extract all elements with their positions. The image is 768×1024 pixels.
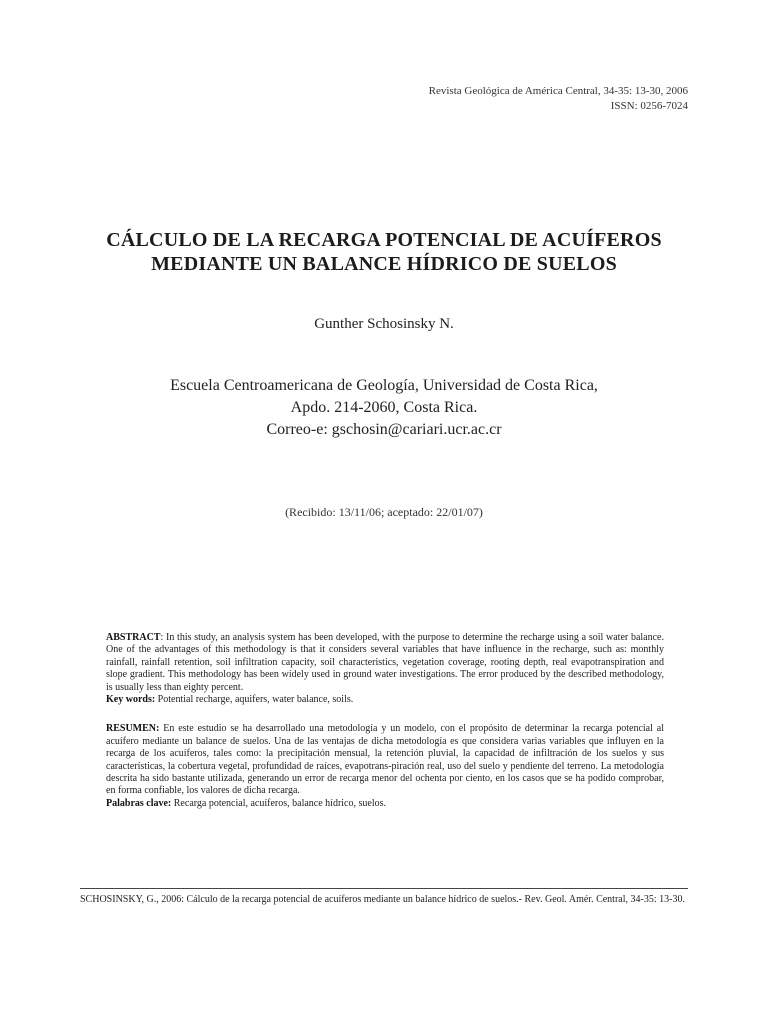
affiliation-institution: Escuela Centroamericana de Geología, Universidad de Costa Rica, — [170, 377, 598, 394]
footnote-divider — [80, 888, 688, 889]
author-name: Gunther Schosinsky N. — [314, 316, 454, 332]
abstract-section — [106, 632, 664, 810]
citation-footnote: SCHOSINSKY, G., 2006: Cálculo de la recarga potencial de acuíferos mediante un balance hídrico de suelos.- Rev. Geol. Amér. Central, 34-35: 13-30. — [80, 894, 685, 905]
key-words-label: Key words: — [106, 694, 156, 706]
resumen-paragraph — [106, 723, 664, 797]
palabras-clave-label: Palabras clave: — [106, 797, 172, 809]
key-words-text: Potential recharge, aquifers, water balance, soils. — [155, 694, 354, 706]
paper-title — [60, 228, 708, 276]
resumen-text: En este estudio se ha desarrollado una metodología y un modelo, con el propósito de determinar la recarga potencial al acuífero mediante un balance de suelos. Una de las ventajas de dicha metodología es que considera varias variables que influyen en la recarga de los acuíferos, tales como: la precipitación mensual, la retención pluvial, la capacidad de infiltración de los suelos y sus características, la cobertura vegetal, profundidad de raíces, evapotrans-piración real, uso del suelo y pendiente del terreno. La metodología descrita ha sido bastante utilizada, generando un error de recarga menor del ochenta por ciento, en los casos que se ha podido comprobar, en forma confiable, los valores de dicha recarga. — [106, 723, 664, 797]
paper-title-line-1: CÁLCULO DE LA RECARGA POTENCIAL DE ACUÍFEROS — [106, 229, 662, 251]
affiliation-email: Correo-e: gschosin@cariari.ucr.ac.cr — [266, 421, 502, 438]
abstract-paragraph — [106, 632, 664, 694]
abstract-label: ABSTRACT — [106, 632, 161, 643]
palabras-clave-paragraph — [106, 798, 664, 810]
palabras-clave-text: Recarga potencial, acuíferos, balance hídrico, suelos. — [171, 797, 386, 809]
affiliation-address: Apdo. 214-2060, Costa Rica. — [290, 399, 478, 416]
key-words-paragraph — [106, 694, 664, 706]
received-accepted-dates: (Recibido: 13/11/06; aceptado: 22/01/07) — [285, 505, 483, 519]
resumen-label: RESUMEN: — [106, 723, 160, 735]
section-gap — [106, 706, 664, 723]
author-affiliation — [60, 375, 708, 441]
paper-title-line-2: MEDIANTE UN BALANCE HÍDRICO DE SUELOS — [151, 253, 617, 275]
abstract-text: : In this study, an analysis system has been developed, with the purpose to determine the recharge using a soil water balance. One of the advantages of this methodology is that it considers several variables that have influence in the recharge, such as: monthly rainfall, rainfall retention, soil infiltration capacity, soil characteristics, vegetation coverage, rooting depth, real evapotranspiration and slope gradient. This methodology has been widely used in ground water investigations. The error produced by the described methodology, is usually less than eighty percent. — [106, 632, 664, 693]
journal-header — [429, 84, 688, 114]
journal-citation-line: Revista Geológica de América Central, 34-35: 13-30, 2006 — [428, 85, 688, 97]
issn-line: ISSN: 0256-7024 — [610, 100, 688, 112]
